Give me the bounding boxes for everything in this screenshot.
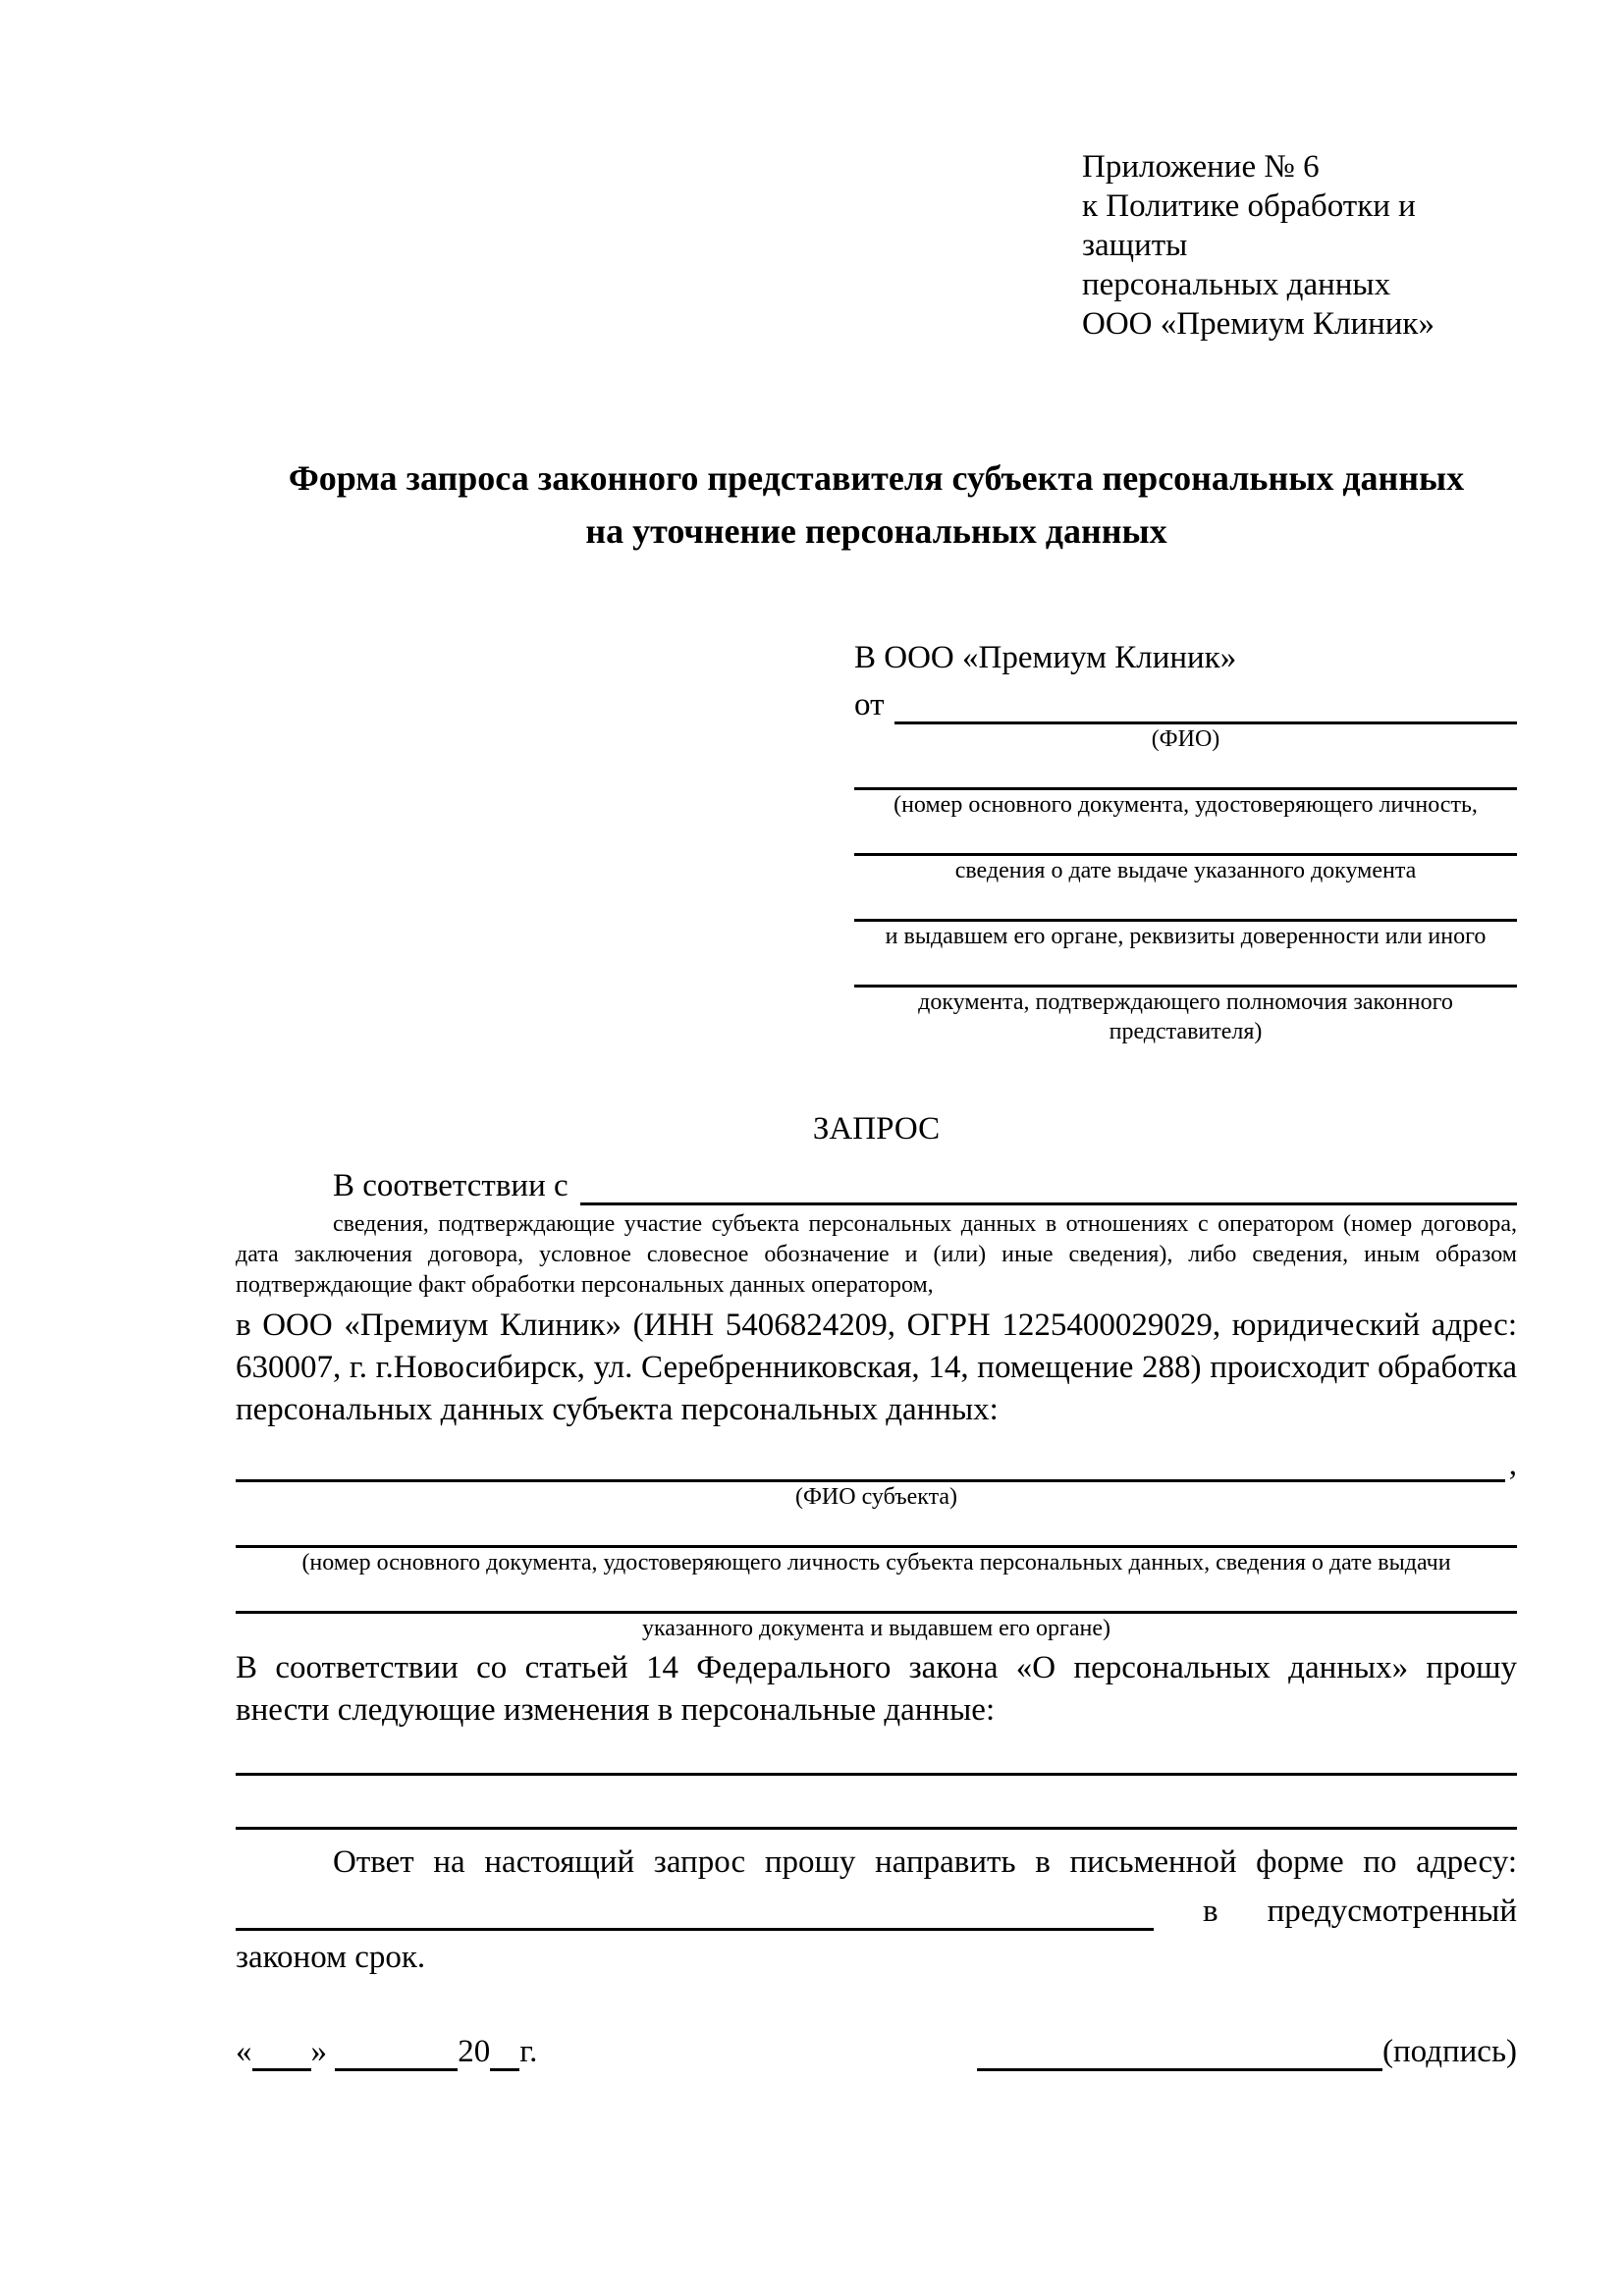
- answer-word: в: [1203, 1894, 1218, 1929]
- operator-paragraph: в ООО «Премиум Клиник» (ИНН 5406824209, ОГРН 1225400029029, юридический адрес: 630007, г. г.Новосибирск, ул. Серебренниковская, 14, помещение 288) происходит обработка персональных данных субъекта персональных данных:: [236, 1308, 1517, 1427]
- representative-doc-blank-line: [854, 820, 1517, 856]
- representative-doc-blank-line: [854, 951, 1517, 988]
- changes-blank-line: [236, 1776, 1517, 1830]
- representative-doc-caption: и выдавшем его органе, реквизиты доверенности или иного: [885, 924, 1487, 949]
- addressee-organization: В ООО «Премиум Клиник»: [854, 640, 1237, 675]
- changes-blank-line: [236, 1732, 1517, 1776]
- form-title-line2: на уточнение персональных данных: [585, 511, 1167, 551]
- appendix-header-line: персональных данных: [1082, 267, 1391, 302]
- subject-fio-row: [236, 1439, 1517, 1482]
- intro-row: [236, 1158, 1517, 1205]
- date-signature-row: [236, 2032, 1517, 2071]
- addressee-block: [854, 636, 1517, 1046]
- subject-doc-caption: указанного документа и выдавшем его органе): [641, 1616, 1111, 1641]
- date-quote-open: «: [236, 2034, 252, 2069]
- answer-paragraph-last: законом срок.: [236, 1940, 426, 1975]
- answer-word: предусмотренный: [1267, 1894, 1517, 1929]
- form-title-line1: Форма запроса законного представителя субъекта персональных данных: [288, 458, 1465, 498]
- appendix-header-line: ООО «Премиум Клиник»: [1082, 306, 1435, 342]
- signature-field: [977, 2032, 1517, 2071]
- request-heading: ЗАПРОС: [812, 1111, 941, 1147]
- subject-doc-blank-line: [236, 1512, 1517, 1548]
- appendix-header: [1082, 147, 1517, 344]
- trailing-comma: ,: [1508, 1447, 1517, 1482]
- date-year-suffix: г.: [519, 2034, 538, 2069]
- answer-paragraph-line1: Ответ на настоящий запрос прошу направить в письменной форме по адресу:: [333, 1844, 1517, 1880]
- fio-caption: (ФИО): [1151, 726, 1220, 752]
- from-row: [854, 679, 1517, 724]
- intro-footnote: сведения, подтверждающие участие субъекта персональных данных в отношениях с оператором (номер договора, дата заключения договора, условное словесное обозначение и (или) иные сведения), либо сведения, иным образом подтверждающие факт обработки персональных данных оператором,: [236, 1211, 1517, 1298]
- representative-doc-caption: документа, подтверждающего полномочия законного представителя): [918, 989, 1453, 1044]
- date-month-blank: [335, 2033, 458, 2071]
- signature-blank-line: [977, 2033, 1382, 2071]
- intro-blank-line: [580, 1202, 1517, 1205]
- subject-doc-caption: (номер основного документа, удостоверяющего личность субъекта персональных данных, сведения о дате выдачи: [301, 1550, 1451, 1575]
- address-blank-line: [236, 1928, 1154, 1931]
- date-year-blank: [490, 2033, 519, 2071]
- appendix-header-line: к Политике обработки и защиты: [1082, 188, 1416, 263]
- date-year-prefix: 20: [458, 2034, 491, 2069]
- representative-doc-blank-line: [854, 885, 1517, 922]
- date-quote-close: »: [310, 2034, 327, 2069]
- appendix-header-line: Приложение № 6: [1082, 149, 1320, 185]
- date-field: [236, 2032, 537, 2071]
- representative-doc-caption: (номер основного документа, удостоверяющего личность,: [893, 792, 1478, 818]
- law-paragraph: В соответствии со статьей 14 Федерального закона «О персональных данных» прошу внести следующие изменения в персональные данные:: [236, 1650, 1517, 1728]
- signature-caption: (подпись): [1382, 2034, 1517, 2069]
- subject-fio-caption: (ФИО субъекта): [794, 1484, 958, 1510]
- representative-doc-caption: сведения о дате выдаче указанного документа: [954, 858, 1417, 883]
- form-title: [236, 452, 1517, 558]
- intro-label: В соответствии с: [333, 1168, 568, 1203]
- from-label: от: [854, 687, 885, 722]
- answer-address-row: [236, 1884, 1517, 1931]
- subject-doc-blank-line: [236, 1577, 1517, 1614]
- date-day-blank: [252, 2033, 311, 2071]
- representative-doc-blank-line: [854, 754, 1517, 790]
